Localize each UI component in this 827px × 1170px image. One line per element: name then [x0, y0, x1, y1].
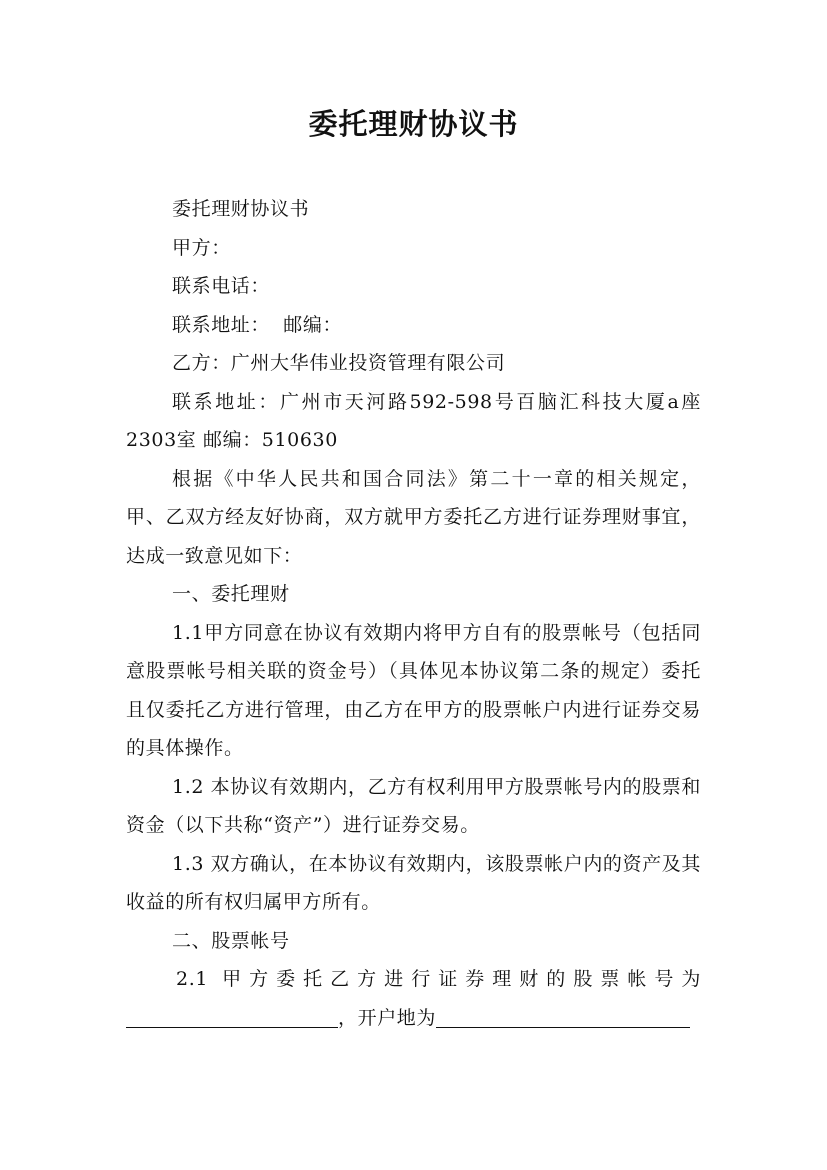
document-title: 委托理财协议书 — [308, 107, 519, 141]
address-a-line: 联系地址： 邮编： — [172, 313, 343, 336]
clause-1-1: 1.1甲方同意在协议有效期内将甲方自有的股票帐号（包括同意股票帐号相关联的资金号）（具体见本协议第二条的规定）委托且仅委托乙方进行管理，由乙方在甲方的股票帐户内进行证券交易的具体操作。 — [126, 621, 701, 759]
address-b-paragraph: 联系地址：广州市天河路592-598号百脑汇科技大厦a座2303室 邮编：510630 — [126, 390, 701, 451]
account-number-blank[interactable] — [126, 1003, 338, 1028]
party-b-line: 乙方：广州大华伟业投资管理有限公司 — [172, 352, 506, 374]
clause-2-1-continuation: ，开户地为 — [338, 1006, 437, 1029]
section-2-heading: 二、股票帐号 — [172, 929, 290, 952]
intro-paragraph: 根据《中华人民共和国合同法》第二十一章的相关规定，甲、乙双方经友好协商，双方就甲方委托乙方进行证券理财事宜，达成一致意见如下： — [126, 467, 701, 567]
heading-repeat: 委托理财协议书 — [172, 198, 310, 220]
section-1-heading: 一、委托理财 — [172, 583, 290, 605]
clause-2-1-blanks — [126, 999, 701, 1038]
clause-1-2: 1.2 本协议有效期内，乙方有权利用甲方股票帐号内的股票和资金（以下共称“资产”）进行证券交易。 — [126, 775, 701, 836]
clause-2-1: 2.1 甲方委托乙方进行证券理财的股票帐号为 — [176, 968, 701, 990]
phone-line: 联系电话： — [172, 275, 271, 297]
account-location-blank[interactable] — [436, 1003, 690, 1028]
clause-1-3: 1.3 双方确认，在本协议有效期内，该股票帐户内的资产及其收益的所有权归属甲方所有。 — [126, 852, 701, 913]
document-body — [126, 190, 701, 1037]
party-a-line: 甲方： — [172, 236, 231, 259]
